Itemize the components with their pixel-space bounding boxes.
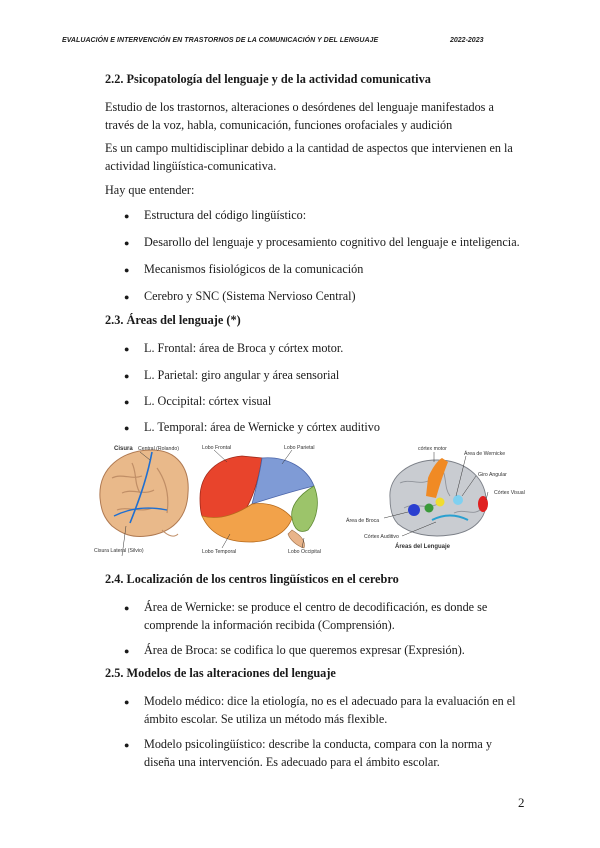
label-area-wernicke: Área de Wernicke <box>464 451 506 457</box>
bullet-icon: ● <box>124 344 130 354</box>
list-item: Área de Wernicke: se produce el centro de decodificación, es donde se comprende la información recibida (Comprensión). <box>144 600 488 632</box>
label-central: Central (Rolando) <box>138 446 179 452</box>
list-item: Área de Broca: se codifica lo que queremos expresar (Expresión). <box>144 643 465 657</box>
brain-language-areas-image <box>346 446 525 550</box>
label-lobo-temporal: Lobo Temporal <box>202 549 237 555</box>
label-cortex-auditivo: Córtex Auditivo <box>364 534 399 540</box>
section-heading-2-5: 2.5. Modelos de las alteraciones del lenguaje <box>105 666 336 680</box>
figure-caption: Áreas del Lenguaje <box>395 544 451 550</box>
bullet-icon: ● <box>124 740 130 750</box>
paragraph: Hay que entender: <box>105 183 195 197</box>
bullet-icon: ● <box>124 292 130 302</box>
page-header-year: 2022-2023 <box>450 37 484 44</box>
bullet-icon: ● <box>124 211 130 221</box>
bullet-icon: ● <box>124 646 130 656</box>
brain-figure <box>92 438 525 555</box>
bullet-icon: ● <box>124 423 130 433</box>
paragraph: Es un campo multidisciplinar debido a la cantidad de aspectos que intervienen en la actividad lingüística-comunicativa. <box>105 141 513 173</box>
label-giro-angular: Giro Angular <box>478 472 507 478</box>
section-heading-2-3: 2.3. Áreas del lenguaje (*) <box>105 313 241 327</box>
brain-lobes-image <box>200 445 321 555</box>
list-item: Modelo médico: dice la etiología, no es el adecuado para la evaluación en el ámbito escolar. Se utiliza un método más flexible. <box>144 694 516 726</box>
section-heading-2-2: 2.2. Psicopatología del lenguaje y de la actividad comunicativa <box>105 72 431 86</box>
label-lobo-frontal: Lobo Frontal <box>202 445 232 451</box>
list-item: Mecanismos fisiológicos de la comunicación <box>144 262 364 276</box>
list-item: Modelo psicolingüístico: describe la conducta, compara con la norma y diseña una intervención. Es adecuado para el ámbito escolar. <box>144 737 492 769</box>
bullet-icon: ● <box>124 371 130 381</box>
list-item: Cerebro y SNC (Sistema Nervioso Central) <box>144 289 356 303</box>
brain-sulci-image <box>94 446 188 556</box>
label-cortex-visual: Córtex Visual <box>494 490 525 496</box>
label-lobo-parietal: Lobo Parietal <box>284 445 315 451</box>
list-item: L. Frontal: área de Broca y córtex motor. <box>144 341 344 355</box>
bullet-icon: ● <box>124 697 130 707</box>
label-area-broca: Área de Broca <box>346 518 380 524</box>
paragraph: Estudio de los trastornos, alteraciones o desórdenes del lenguaje manifestados a través de la voz, habla, comunicación, funciones orofaciales y audición <box>105 100 494 132</box>
label-cisura-lateral: Cisura Lateral (Silvio) <box>94 548 144 554</box>
bullet-icon: ● <box>124 238 130 248</box>
bullet-icon: ● <box>124 603 130 613</box>
list-item: L. Parietal: giro angular y área sensorial <box>144 368 340 382</box>
page-number: 2 <box>518 795 525 810</box>
section-heading-2-4: 2.4. Localización de los centros lingüísticos en el cerebro <box>105 572 399 586</box>
bullet-icon: ● <box>124 397 130 407</box>
page-header-title: EVALUACIÓN E INTERVENCIÓN EN TRASTORNOS DE LA COMUNICACIÓN Y DEL LENGUAJE <box>62 37 379 44</box>
label-lobo-occipital: Lobo Occipital <box>288 549 321 555</box>
list-item: L. Occipital: córtex visual <box>144 394 272 408</box>
list-item: Estructura del código lingüístico: <box>144 208 307 222</box>
bullet-icon: ● <box>124 265 130 275</box>
list-item: Desarollo del lenguaje y procesamiento cognitivo del lenguaje e inteligencia. <box>144 235 520 249</box>
list-item: L. Temporal: área de Wernicke y córtex auditivo <box>144 420 380 434</box>
label-cortex-motor: córtex motor <box>418 446 447 452</box>
label-cisura: Cisura <box>114 446 133 452</box>
